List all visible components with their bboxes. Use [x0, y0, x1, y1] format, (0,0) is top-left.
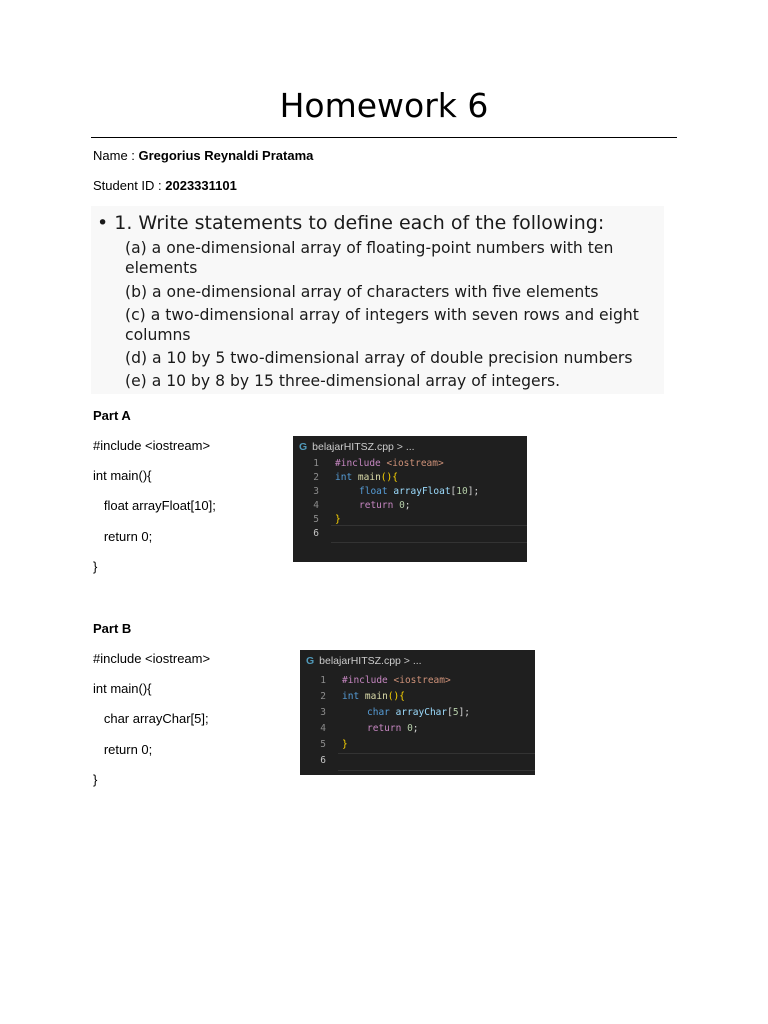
- code-line-2: int main(){: [342, 691, 405, 702]
- code-line-5: }: [335, 514, 341, 525]
- part-a-code-line: }: [93, 559, 98, 574]
- code-line-3: char arrayChar[5];: [367, 707, 471, 718]
- current-line-highlight: [338, 753, 535, 771]
- student-name-line: [93, 148, 313, 164]
- breadcrumb-file: belajarHITSZ.cpp: [319, 655, 401, 667]
- breadcrumb-file: belajarHITSZ.cpp: [312, 441, 394, 453]
- cpp-file-icon: G: [299, 441, 308, 453]
- name-label: Name :: [93, 148, 139, 163]
- question-item-b: (b) a one-dimensional array of characters with five elements: [125, 283, 599, 301]
- code-line-4: return 0;: [367, 723, 419, 734]
- line-number: 3: [320, 707, 326, 718]
- part-b-code-line: }: [93, 772, 98, 787]
- line-number: 6: [320, 755, 326, 766]
- question-item-a: (a) a one-dimensional array of floating-point numbers with ten elements: [125, 239, 614, 277]
- line-number: 5: [320, 739, 326, 750]
- line-number: 2: [320, 691, 326, 702]
- breadcrumb-separator: > ...: [400, 655, 422, 667]
- line-number: 1: [320, 675, 326, 686]
- id-value: 2023331101: [165, 178, 237, 193]
- student-id-line: [93, 178, 237, 194]
- part-b-code-line: char arrayChar[5];: [93, 711, 209, 726]
- part-a-code-line: #include <iostream>: [93, 438, 211, 453]
- question-item-c: (c) a two-dimensional array of integers with seven rows and eight columns: [125, 306, 639, 344]
- part-b-code-screenshot: [300, 650, 535, 775]
- part-b-breadcrumb: [306, 655, 422, 667]
- part-b-code-line: int main(){: [93, 681, 152, 696]
- line-number: 6: [313, 528, 319, 539]
- cpp-file-icon: G: [306, 655, 315, 667]
- line-number: 4: [313, 500, 319, 511]
- code-line-4: return 0;: [359, 500, 411, 511]
- current-line-highlight: [331, 525, 527, 543]
- part-b-heading: Part B: [93, 621, 132, 636]
- code-line-3: float arrayFloat[10];: [359, 486, 480, 497]
- code-line-1: #include <iostream>: [342, 675, 451, 686]
- line-number: 3: [313, 486, 319, 497]
- part-a-breadcrumb: [299, 441, 415, 453]
- part-a-code-screenshot: [293, 436, 527, 562]
- line-number: 1: [313, 458, 319, 469]
- line-number: 5: [313, 514, 319, 525]
- code-line-2: int main(){: [335, 472, 398, 483]
- part-a-heading: Part A: [93, 408, 131, 423]
- code-line-5: }: [342, 739, 348, 750]
- question-heading: • 1. Write statements to define each of the following:: [97, 212, 605, 234]
- part-a-code-line: float arrayFloat[10];: [93, 498, 216, 513]
- name-value: Gregorius Reynaldi Pratama: [138, 148, 314, 163]
- page-title: Homework 6: [279, 86, 489, 125]
- part-b-code-line: #include <iostream>: [93, 651, 211, 666]
- code-line-1: #include <iostream>: [335, 458, 444, 469]
- line-number: 2: [313, 472, 319, 483]
- breadcrumb-separator: > ...: [393, 441, 415, 453]
- question-item-d: (d) a 10 by 5 two-dimensional array of double precision numbers: [125, 349, 633, 367]
- title-divider: [91, 137, 677, 138]
- line-number: 4: [320, 723, 326, 734]
- id-label: Student ID :: [93, 178, 166, 193]
- part-a-code-line: int main(){: [93, 468, 152, 483]
- question-item-e: (e) a 10 by 8 by 15 three-dimensional array of integers.: [125, 372, 561, 390]
- question-image: [91, 206, 664, 394]
- part-b-code-line: return 0;: [93, 742, 153, 757]
- part-a-code-line: return 0;: [93, 529, 153, 544]
